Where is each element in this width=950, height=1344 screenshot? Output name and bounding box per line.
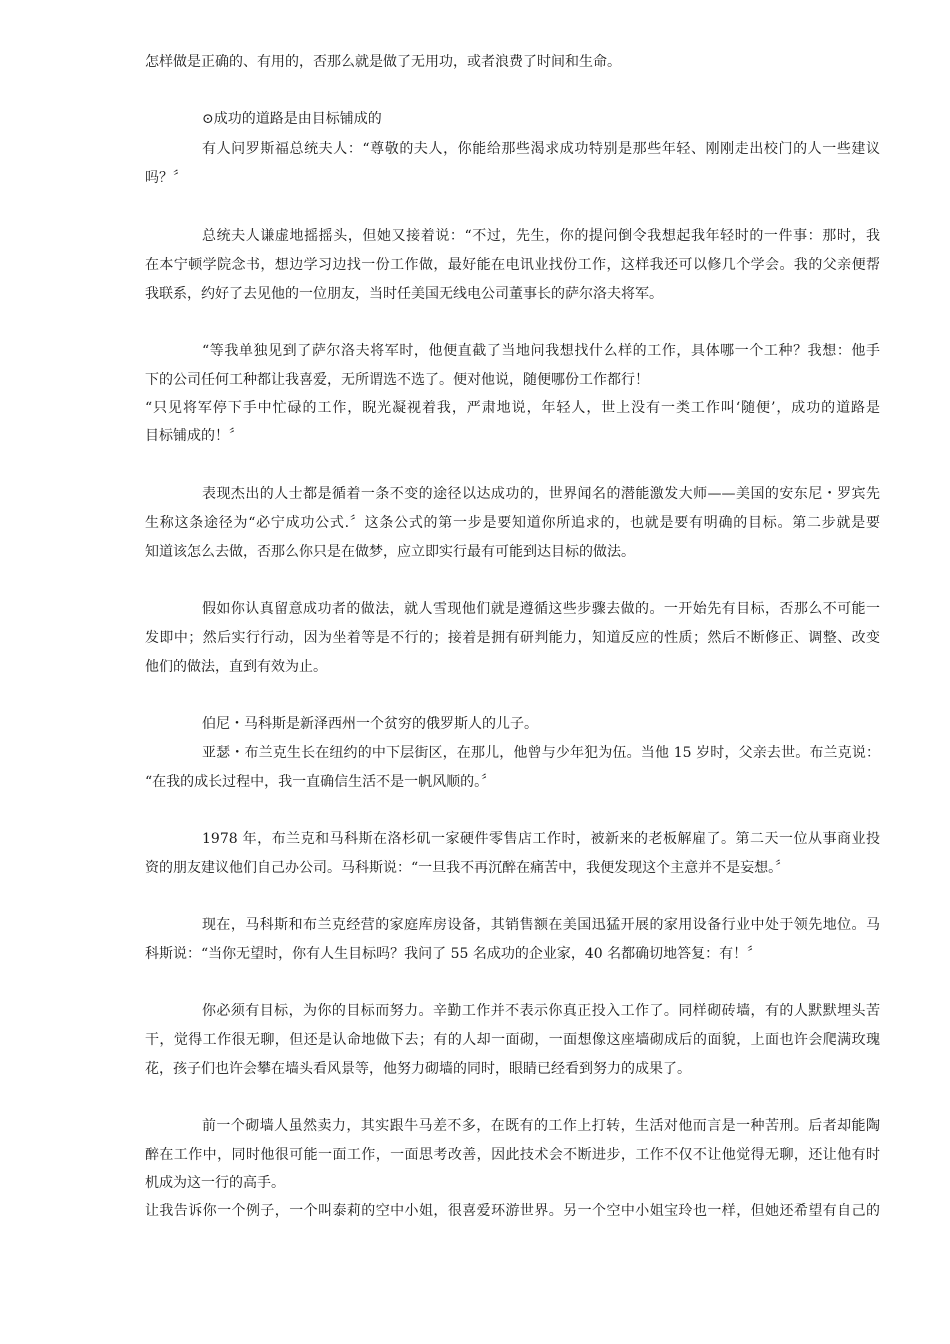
text-line: 花，孩子们也许会攀在墙头看风景等，他努力砌墙的同时，眼睛已经看到努力的成果了。 — [145, 1061, 691, 1077]
text-line: 你必须有目标，为你的目标而努力。辛勤工作并不表示你真正投入工作了。同样砌砖墙，有的人默默埋头苦 — [202, 1003, 880, 1019]
text-line: 总统夫人谦虚地摇摇头，但她又接着说：“不过，先生，你的提问倒令我想起我年轻时的一件事：那时，我 — [202, 228, 880, 244]
section-heading: ⊙成功的道路是由目标铺成的 — [202, 111, 382, 127]
text-line: “等我单独见到了萨尔洛夫将军时，他便直截了当地问我想找什么样的工作，具体哪一个工种？我想：他手 — [202, 343, 880, 359]
text-line: 怎样做是正确的、有用的，否那么就是做了无用功，或者浪费了时间和生命。 — [145, 54, 621, 70]
text-line: 现在，马科斯和布兰克经营的家庭库房设备，其销售额在美国迅猛开展的家用设备行业中处于领先地位。马 — [202, 917, 880, 933]
text-line: “只见将军停下手中忙碌的工作，睨光凝视着我，严肃地说，年轻人，世上没有一类工作叫‘随便’，成功的道路是 — [145, 400, 880, 416]
text-line: 下的公司任何工种都让我喜爱，无所谓选不选了。便对他说，随便哪份工作都行！ — [145, 372, 649, 388]
text-line: 在本宁顿学院念书，想边学习边找一份工作做，最好能在电讯业找份工作，这样我还可以修几个学会。我的父亲便帮 — [145, 257, 880, 273]
text-line: 生称这条途径为“必宁成功公式.〞这条公式的第一步是要知道你所追求的，也就是要有明确的目标。第二步就是要 — [145, 515, 880, 531]
text-line: 吗？〞 — [145, 170, 187, 186]
text-line: 机成为这一行的高手。 — [145, 1175, 285, 1191]
text-line: 知道该怎么去做，否那么你只是在做梦，应立即实行最有可能到达目标的做法。 — [145, 544, 635, 560]
text-line: 1978 年，布兰克和马科斯在洛杉矶一家硬件零售店工作时，被新来的老板解雇了。第二天一位从事商业投 — [202, 831, 880, 847]
text-line: 发即中；然后实行行动，因为坐着等是不行的；接着是拥有研判能力，知道反应的性质；然后不断修正、调整、改变 — [145, 630, 880, 646]
text-line: 表现杰出的人士都是循着一条不变的途径以达成功的，世界闻名的潜能激发大师——美国的安东尼・罗宾先 — [202, 486, 880, 502]
text-line: 伯尼・马科斯是新泽西州一个贫穷的俄罗斯人的儿子。 — [202, 716, 538, 732]
text-line: 科斯说：“当你无望时，你有人生目标吗？我问了 55 名成功的企业家，40 名都确切地答复：有！〞 — [145, 946, 762, 962]
text-line: 假如你认真留意成功者的做法，就人雪现他们就是遵循这些步骤去做的。一开始先有目标，否那么不可能一 — [202, 601, 880, 617]
text-line: 他们的做法，直到有效为止。 — [145, 659, 327, 675]
text-line: 亚瑟・布兰克生长在纽约的中下层街区，在那儿，他曾与少年犯为伍。当他 15 岁时，父亲去世。布兰克说： — [202, 745, 880, 761]
text-line: 有人问罗斯福总统夫人：“尊敬的夫人，你能给那些渴求成功特别是那些年轻、刚刚走出校门的人一些建议 — [202, 141, 880, 157]
text-line: “在我的成长过程中，我一直确信生活不是一帆风顺的。〞 — [145, 774, 496, 790]
text-line: 资的朋友建议他们自己办公司。马科斯说：“一旦我不再沉醉在痛苦中，我便发现这个主意并不是妄想。〞 — [145, 860, 790, 876]
text-line: 醉在工作中，同时他很可能一面工作，一面思考改善，因此技术会不断进步，工作不仅不让他觉得无聊，还让他有时 — [145, 1147, 880, 1163]
text-line: 目标铺成的！〞 — [145, 428, 243, 444]
text-line: 让我告诉你一个例子，一个叫泰莉的空中小姐，很喜爱环游世界。另一个空中小姐宝玲也一样，但她还希望有自己的 — [145, 1203, 880, 1219]
text-line: 前一个砌墙人虽然卖力，其实跟牛马差不多，在既有的工作上打转，生活对他而言是一种苦刑。后者却能陶 — [202, 1118, 880, 1134]
text-line: 我联系，约好了去见他的一位朋友，当时任美国无线电公司董事长的萨尔洛夫将军。 — [145, 286, 663, 302]
text-line: 干，觉得工作很无聊，但还是认命地做下去；有的人却一面砌，一面想像这座墙砌成后的面貌，上面也许会爬满玫瑰 — [145, 1032, 880, 1048]
